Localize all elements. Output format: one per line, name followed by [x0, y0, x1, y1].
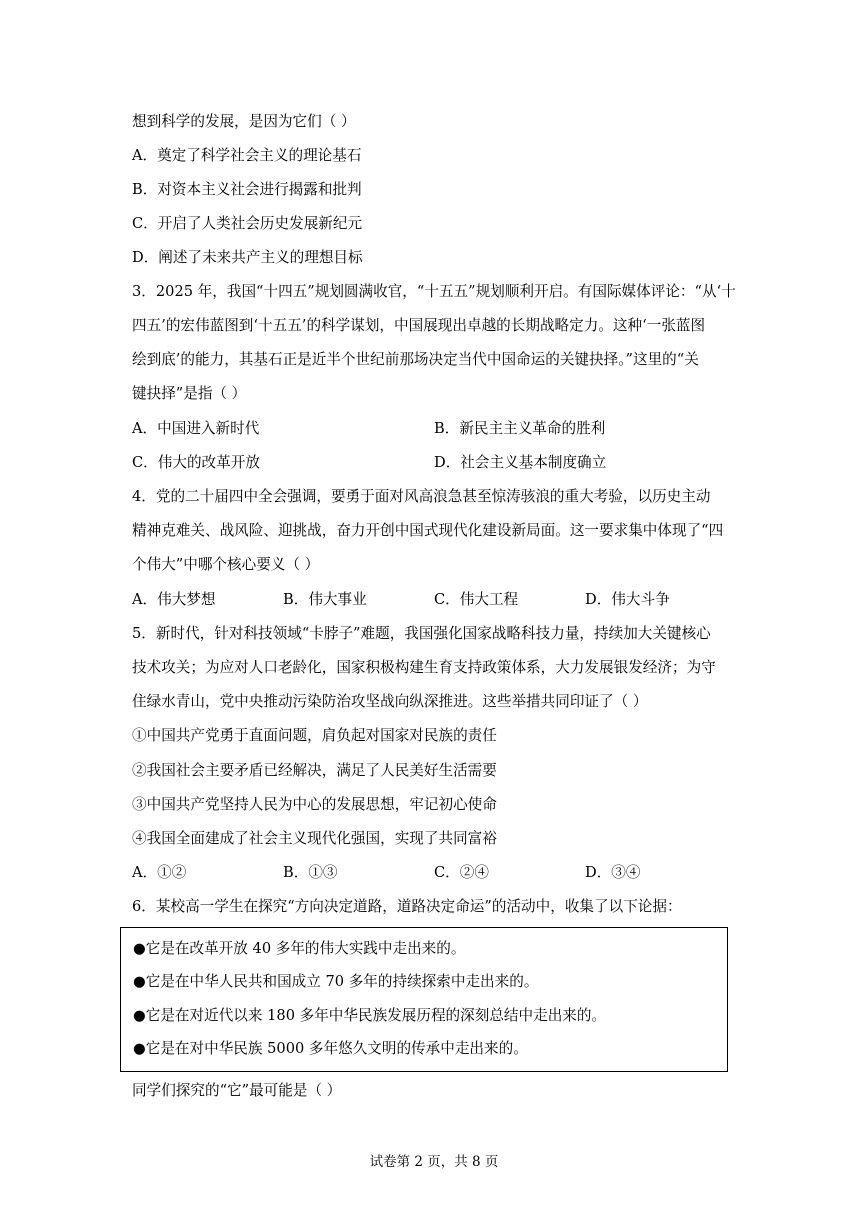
- q4-option-b: B．伟大事业: [283, 591, 367, 608]
- q2-option-d: D．阐述了未来共产主义的理想目标: [132, 249, 363, 266]
- q5-option-c: C．②④: [434, 864, 489, 881]
- q3-option-b: B．新民主主义革命的胜利: [434, 420, 606, 437]
- q3-stem-line: 3．2025 年，我国“十四五”规划圆满收官，“十五五”规划顺利开启。有国际媒体评论：“从‘十: [132, 283, 736, 300]
- page-footer: 试卷第 2 页，共 8 页: [369, 1154, 499, 1170]
- q2-option-c: C．开启了人类社会历史发展新纪元: [132, 215, 363, 232]
- evidence-box: [120, 927, 728, 1072]
- q6-stem: 6．某校高一学生在探究“方向决定道路，道路决定命运”的活动中，收集了以下论据：: [132, 898, 682, 915]
- q3-stem-line: 四五’的宏伟蓝图到‘十五五’的科学谋划，中国展现出卓越的长期战略定力。这种‘一张蓝图: [132, 317, 706, 334]
- q5-statement-1: ①中国共产党勇于直面问题，肩负起对国家对民族的责任: [132, 727, 497, 744]
- q3-stem-line: 键抉择”是指（ ）: [132, 385, 247, 402]
- q4-option-a: A．伟大梦想: [132, 591, 216, 608]
- q4-option-d: D．伟大斗争: [585, 591, 670, 608]
- q6-question: 同学们探究的“它”最可能是（ ）: [132, 1082, 342, 1099]
- evidence-item: ●它是在改革开放 40 多年的伟大实践中走出来的。: [133, 940, 466, 957]
- q5-statement-3: ③中国共产党坚持人民为中心的发展思想，牢记初心使命: [132, 796, 497, 813]
- evidence-item: ●它是在中华人民共和国成立 70 多年的持续探索中走出来的。: [133, 973, 539, 990]
- q4-stem-line: 个伟大”中哪个核心要义（ ）: [132, 556, 320, 573]
- q3-option-c: C．伟大的改革开放: [132, 454, 260, 471]
- evidence-item: ●它是在对近代以来 180 多年中华民族发展历程的深刻总结中走出来的。: [133, 1007, 607, 1024]
- q5-stem-line: 技术攻关；为应对人口老龄化，国家积极构建生育支持政策体系，大力发展银发经济；为守: [132, 659, 716, 676]
- q2-option-b: B．对资本主义社会进行揭露和批判: [132, 181, 362, 198]
- q2-stem-continuation: 想到科学的发展，是因为它们（ ）: [132, 113, 356, 130]
- q5-stem-line: 5．新时代，针对科技领域“卡脖子”难题，我国强化国家战略科技力量，持续加大关键核心: [132, 625, 711, 642]
- q5-option-a: A．①②: [132, 864, 187, 881]
- q4-option-c: C．伟大工程: [434, 591, 519, 608]
- q4-stem-line: 4．党的二十届四中全会强调，要勇于面对风高浪急甚至惊涛骇浪的重大考验，以历史主动: [132, 488, 711, 505]
- q4-stem-line: 精神克难关、战风险、迎挑战，奋力开创中国式现代化建设新局面。这一要求集中体现了“四: [132, 522, 724, 539]
- q3-option-a: A．中国进入新时代: [132, 420, 260, 437]
- q3-option-d: D．社会主义基本制度确立: [434, 454, 607, 471]
- q5-option-b: B．①③: [283, 864, 338, 881]
- evidence-item: ●它是在对中华民族 5000 多年悠久文明的传承中走出来的。: [133, 1040, 528, 1057]
- q3-stem-line: 绘到底’的能力，其基石正是近半个世纪前那场决定当代中国命运的关键抉择。”这里的“关: [132, 351, 699, 368]
- q5-statement-4: ④我国全面建成了社会主义现代化强国，实现了共同富裕: [132, 830, 497, 847]
- q5-stem-line: 住绿水青山，党中央推动污染防治攻坚战向纵深推进。这些举措共同印证了（ ）: [132, 693, 648, 710]
- q2-option-a: A．奠定了科学社会主义的理论基石: [132, 147, 362, 164]
- q5-statement-2: ②我国社会主要矛盾已经解决，满足了人民美好生活需要: [132, 762, 497, 779]
- q5-option-d: D．③④: [585, 864, 641, 881]
